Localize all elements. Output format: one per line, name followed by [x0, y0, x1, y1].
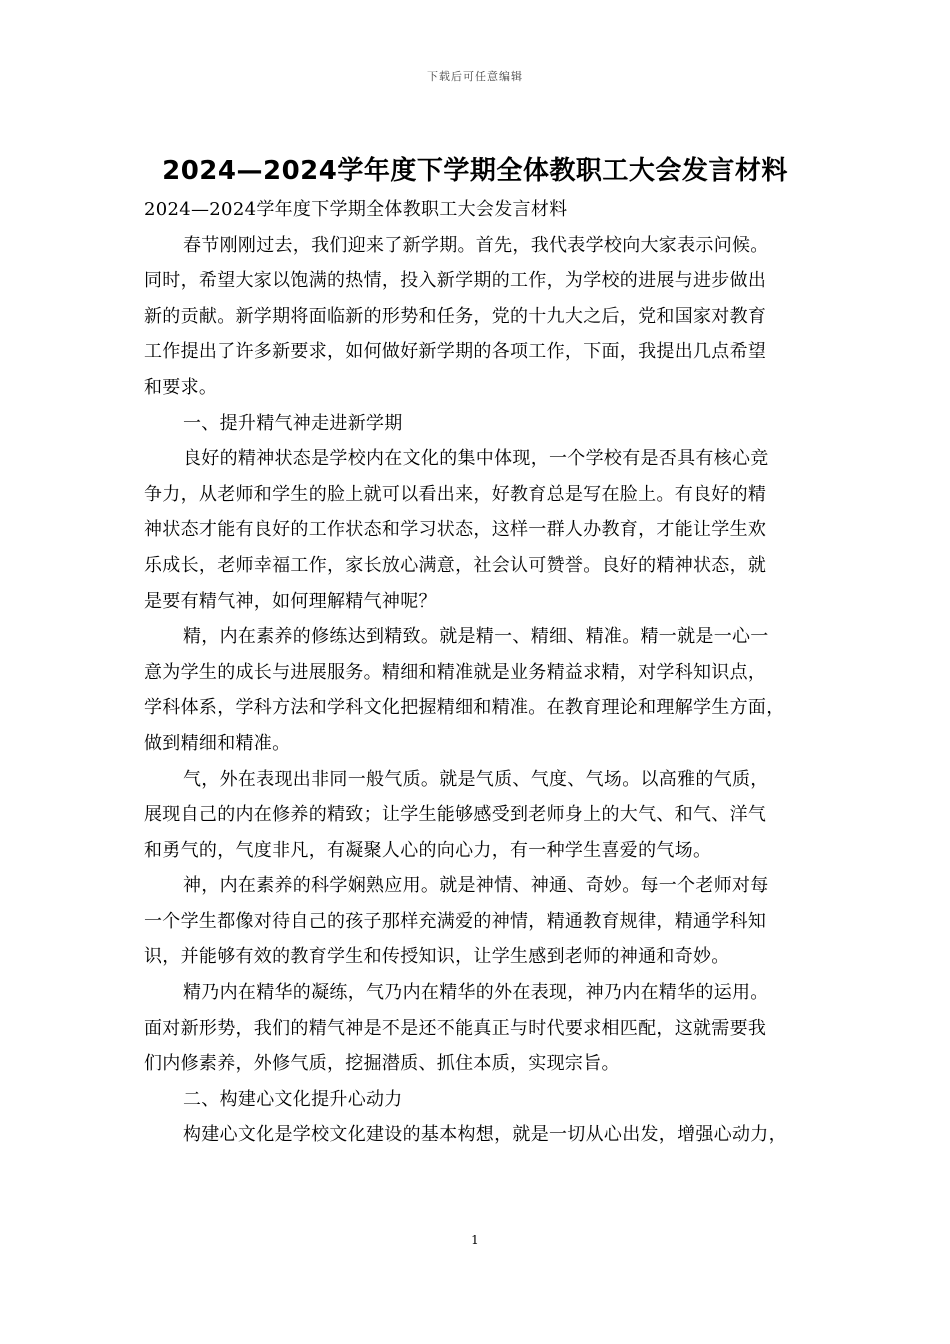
page-header-note: 下载后可任意编辑 — [427, 70, 523, 83]
body-line: 们内修素养，外修气质，挖掘潜质、抓住本质，实现宗旨。 — [144, 1053, 620, 1075]
body-line: 识，并能够有效的教育学生和传授知识，让学生感到老师的神通和奇妙。 — [144, 946, 730, 968]
body-line: 同时，希望大家以饱满的热情，投入新学期的工作，为学校的进展与进步做出 — [144, 270, 767, 292]
body-line: 良好的精神状态是学校内在文化的集中体现，一个学校有是否具有核心竞 — [183, 448, 769, 470]
page-number: 1 — [471, 1233, 479, 1247]
body-line: 和勇气的，气度非凡，有凝聚人心的向心力，有一种学生喜爱的气场。 — [144, 839, 712, 861]
body-line: 面对新形势，我们的精气神是不是还不能真正与时代要求相匹配，这就需要我 — [144, 1017, 767, 1039]
body-line: 精乃内在精华的凝练，气乃内在精华的外在表现，神乃内在精华的运用。 — [183, 982, 769, 1004]
body-line: 二、构建心文化提升心动力 — [183, 1088, 403, 1110]
body-line: 乐成长，老师幸福工作，家长放心满意，社会认可赞誉。良好的精神状态，就 — [144, 554, 767, 576]
body-line: 2024—2024学年度下学期全体教职工大会发言材料 — [144, 199, 568, 220]
body-line: 气，外在表现出非同一般气质。就是气质、气度、气场。以高雅的气质， — [183, 768, 769, 790]
body-line: 春节刚刚过去，我们迎来了新学期。首先，我代表学校向大家表示问候。 — [183, 234, 769, 256]
body-line: 是要有精气神，如何理解精气神呢？ — [144, 590, 437, 612]
body-line: 展现自己的内在修养的精致；让学生能够感受到老师身上的大气、和气、洋气 — [144, 804, 767, 826]
body-line: 意为学生的成长与进展服务。精细和精准就是业务精益求精，对学科知识点， — [144, 661, 767, 683]
body-line: 神，内在素养的科学娴熟应用。就是神情、神通、奇妙。每一个老师对每 — [183, 875, 769, 897]
body-line: 神状态才能有良好的工作状态和学习状态，这样一群人办教育，才能让学生欢 — [144, 519, 767, 541]
document-title: 2024—2024学年度下学期全体教职工大会发言材料 — [162, 156, 788, 186]
body-line: 做到精细和精准。 — [144, 732, 291, 754]
document-body — [144, 192, 824, 1153]
body-line: 新的贡献。新学期将面临新的形势和任务，党的十九大之后，党和国家对教育 — [144, 305, 767, 327]
body-line: 工作提出了许多新要求，如何做好新学期的各项工作，下面，我提出几点希望 — [144, 341, 767, 363]
body-line: 一个学生都像对待自己的孩子那样充满爱的神情，精通教育规律，精通学科知 — [144, 910, 767, 932]
body-line: 构建心文化是学校文化建设的基本构想，就是一切从心出发，增强心动力， — [183, 1124, 787, 1146]
body-line: 和要求。 — [144, 376, 218, 398]
body-line: 精，内在素养的修练达到精致。就是精一、精细、精准。精一就是一心一 — [183, 626, 769, 648]
body-line: 学科体系，学科方法和学科文化把握精细和精准。在教育理论和理解学生方面， — [144, 697, 785, 719]
body-line: 一、提升精气神走进新学期 — [183, 412, 403, 434]
body-line: 争力，从老师和学生的脸上就可以看出来，好教育总是写在脸上。有良好的精 — [144, 483, 767, 505]
